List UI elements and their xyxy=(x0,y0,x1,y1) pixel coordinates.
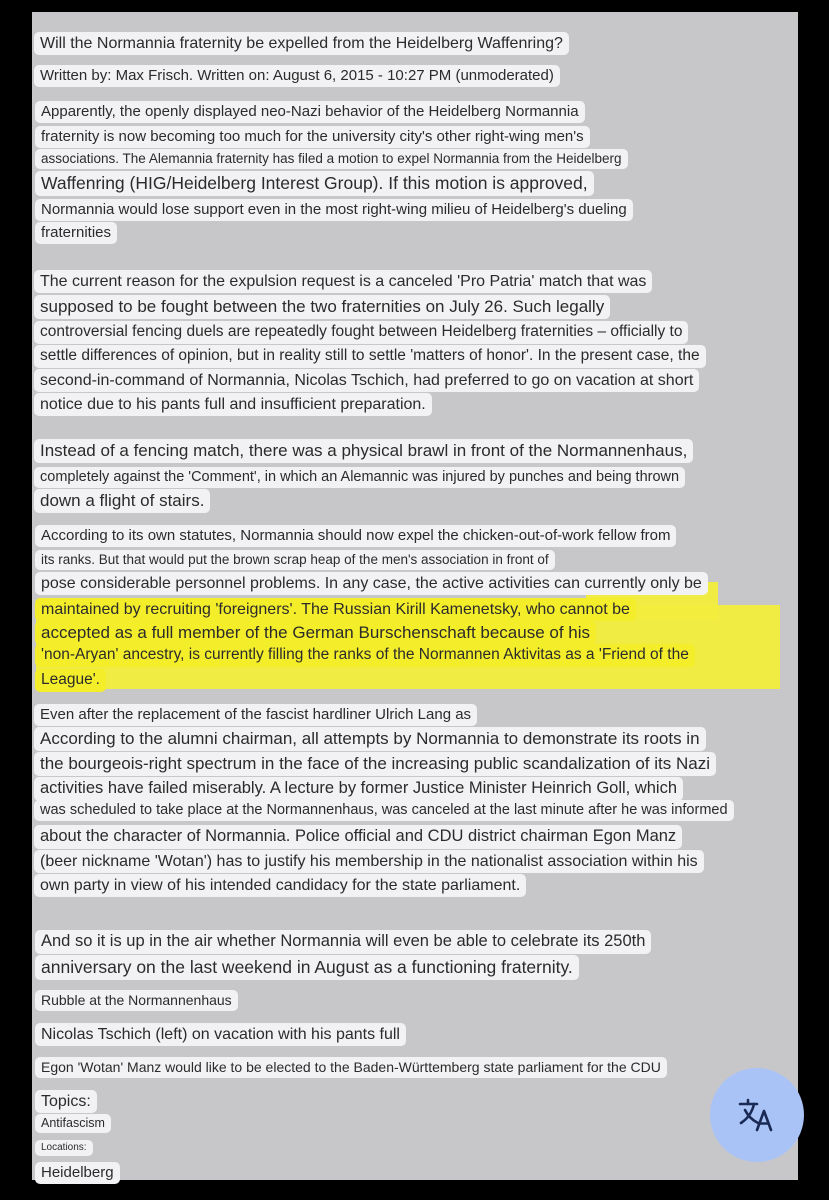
locations-label: Locations: xyxy=(35,1140,93,1156)
translate-icon xyxy=(737,1095,777,1135)
topics-label: Topics: xyxy=(35,1090,97,1113)
text-line: Normannia would lose support even in the most right-wing milieu of Heidelberg's dueling xyxy=(35,199,633,221)
text-line: was scheduled to take place at the Normannenhaus, was canceled at the last minute after he was informed xyxy=(34,800,734,821)
highlighted-text-line: League'. xyxy=(35,669,106,692)
image-caption: Rubble at the Normannenhaus xyxy=(35,990,238,1011)
text-line: settle differences of opinion, but in reality still to settle 'matters of honor'. In the present case, the xyxy=(34,345,706,368)
article-title: Will the Normannia fraternity be expelled from the Heidelberg Waffenring? xyxy=(34,32,569,55)
location-tag[interactable]: Heidelberg xyxy=(35,1162,120,1184)
text-line: fraternity is now becoming too much for the university city's other right-wing men's xyxy=(35,126,590,148)
text-line: its ranks. But that would put the brown scrap heap of the men's association in front of xyxy=(35,550,555,570)
text-line: fraternities xyxy=(35,222,117,244)
highlighted-text-line: 'non-Aryan' ancestry, is currently filling the ranks of the Normannen Aktivitas as a 'Friend of the xyxy=(35,644,695,667)
text-line: (beer nickname 'Wotan') has to justify his membership in the nationalist association within his xyxy=(34,850,704,873)
text-line: According to its own statutes, Normannia should now expel the chicken-out-of-work fellow from xyxy=(35,525,676,547)
topic-tag[interactable]: Antifascism xyxy=(35,1114,111,1133)
text-line: Even after the replacement of the fascist hardliner Ulrich Lang as xyxy=(34,704,477,726)
text-line: the bourgeois-right spectrum in the face of the increasing public scandalization of its Nazi xyxy=(34,752,716,776)
text-line: Instead of a fencing match, there was a physical brawl in front of the Normannenhaus, xyxy=(34,439,693,463)
text-line: supposed to be fought between the two fraternities on July 26. Such legally xyxy=(34,295,610,319)
text-line: The current reason for the expulsion request is a canceled 'Pro Patria' match that was xyxy=(34,270,652,293)
text-line: And so it is up in the air whether Normannia will even be able to celebrate its 250th xyxy=(35,930,651,954)
text-line: anniversary on the last weekend in August as a functioning fraternity. xyxy=(35,955,579,980)
text-line: about the character of Normannia. Police official and CDU district chairman Egon Manz xyxy=(34,825,682,849)
text-line: pose considerable personnel problems. In any case, the active activities can currently only be xyxy=(35,572,708,595)
text-line: associations. The Alemannia fraternity has filed a motion to expel Normannia from the Heidelberg xyxy=(35,149,628,169)
text-line: Apparently, the openly displayed neo-Nazi behavior of the Heidelberg Normannia xyxy=(35,101,585,123)
text-line: controversial fencing duels are repeatedly fought between Heidelberg fraternities – officially to xyxy=(34,321,688,344)
text-line: completely against the 'Comment', in which an Alemannic was injured by punches and being thrown xyxy=(34,467,685,488)
text-line: own party in view of his intended candidacy for the state parliament. xyxy=(34,874,526,897)
highlighted-text-line: maintained by recruiting 'foreigners'. The Russian Kirill Kamenetsky, who cannot be xyxy=(35,598,636,621)
text-line: notice due to his pants full and insufficient preparation. xyxy=(34,393,432,416)
document-page xyxy=(32,12,798,1180)
text-line: Waffenring (HIG/Heidelberg Interest Group). If this motion is approved, xyxy=(35,171,594,196)
text-line: down a flight of stairs. xyxy=(34,489,210,513)
text-line: According to the alumni chairman, all attempts by Normannia to demonstrate its roots in xyxy=(34,727,706,751)
image-caption: Nicolas Tschich (left) on vacation with his pants full xyxy=(35,1023,406,1046)
image-caption: Egon 'Wotan' Manz would like to be elected to the Baden-Württemberg state parliament for the CDU xyxy=(35,1057,667,1078)
text-line: activities have failed miserably. A lecture by former Justice Minister Heinrich Goll, which xyxy=(34,777,683,801)
text-line: second-in-command of Normannia, Nicolas Tschich, had preferred to go on vacation at short xyxy=(34,369,699,392)
translate-button[interactable] xyxy=(710,1068,804,1162)
highlighted-text-line: accepted as a full member of the German Burschenschaft because of his xyxy=(35,621,596,645)
article-byline: Written by: Max Frisch. Written on: August 6, 2015 - 10:27 PM (unmoderated) xyxy=(34,65,560,87)
